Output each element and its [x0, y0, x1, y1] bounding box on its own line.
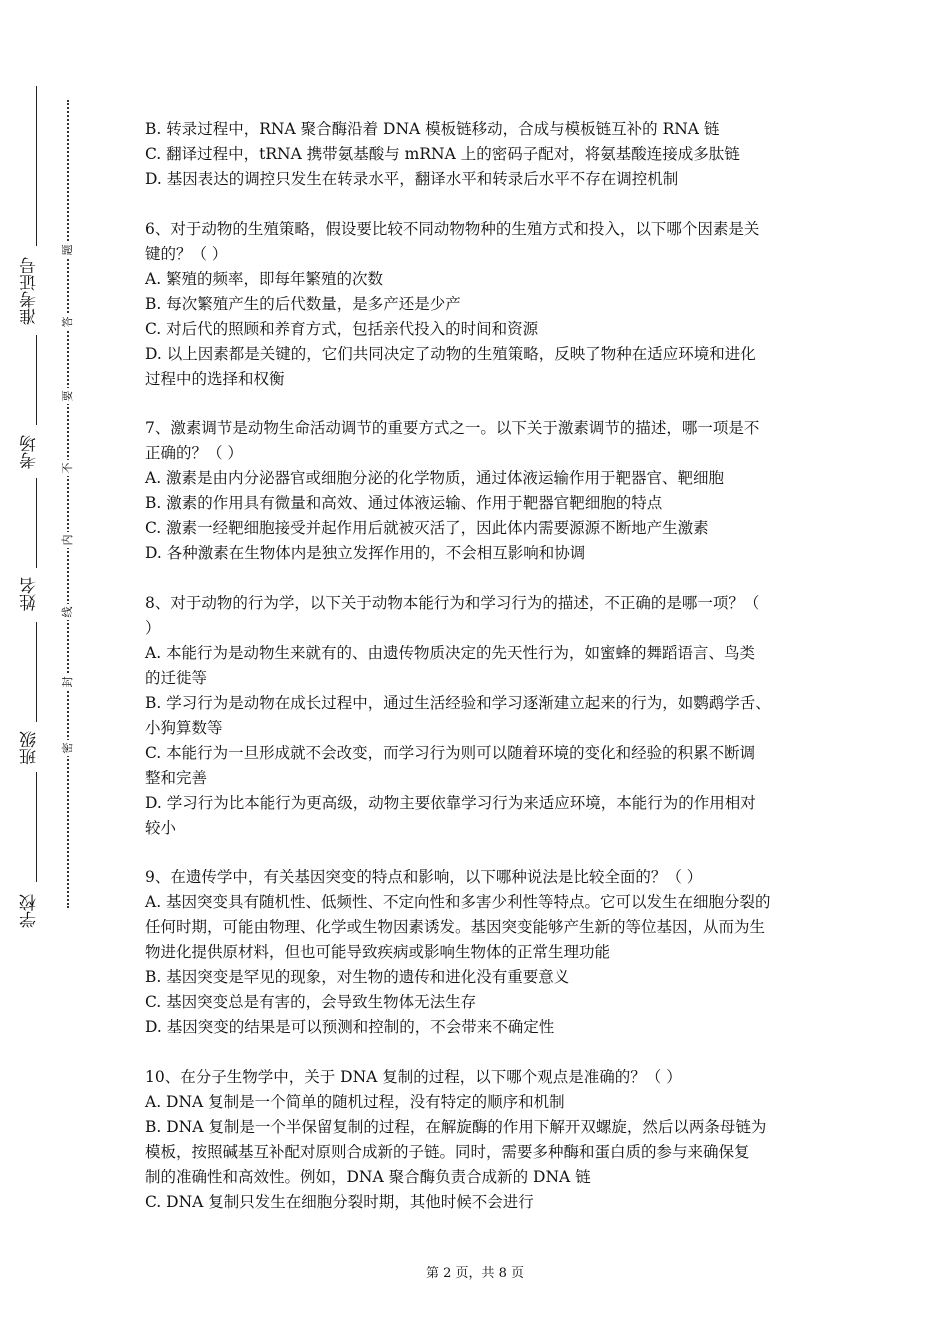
seal-char: 题 — [62, 242, 74, 258]
seal-char: 要 — [62, 388, 74, 404]
name-rule — [36, 478, 37, 568]
question-line: 9、在遗传学中，有关基因突变的特点和影响，以下哪种说法是比较全面的？（ ） — [145, 868, 703, 886]
question-line: D. 学习行为比本能行为更高级，动物主要依靠学习行为来适应环境，本能行为的作用相对 — [145, 793, 756, 812]
question-line: C. 翻译过程中，tRNA 携带氨基酸与 mRNA 上的密码子配对，将氨基酸连接成多肽链 — [145, 145, 740, 163]
question-list — [145, 117, 817, 1239]
question-line: 物进化提供原材料，但也可能导致疾病或影响生物体的正常生理功能 — [145, 943, 611, 961]
question-line: C. 基因突变总是有害的，会导致生物体无法生存 — [145, 993, 477, 1011]
question-line: B. 每次繁殖产生的后代数量，是多产还是少产 — [145, 294, 461, 313]
question-line: 较小 — [145, 818, 177, 837]
question-line: A. 繁殖的频率，即每年繁殖的次数 — [145, 269, 384, 288]
seal-dotted-line — [67, 100, 69, 908]
page-footer: 第 2 页，共 8 页 — [425, 1266, 525, 1281]
question-line: C. 本能行为一旦形成就不会改变，而学习行为则可以随着环境的变化和经验的积累不断调 — [145, 743, 756, 762]
question-line: 的迁徙等 — [145, 668, 208, 687]
seal-char: 答 — [62, 314, 74, 330]
class-label: 班级 — [20, 731, 40, 765]
question-line: 任何时期，可能由物理、化学或生物因素诱发。基因突变能够产生新的等位基因，从而为生 — [145, 918, 766, 936]
name-label: 姓名 — [20, 577, 40, 611]
exam-room-label: 考场 — [20, 435, 40, 469]
ticket-number-rule — [36, 86, 37, 246]
question-line: C. DNA 复制只发生在细胞分裂时期，其他时候不会进行 — [145, 1192, 534, 1211]
question-6 — [145, 217, 817, 392]
question-line: 过程中的选择和权衡 — [145, 369, 285, 388]
question-line: D. 基因表达的调控只发生在转录水平，翻译水平和转录后水平不存在调控机制 — [145, 170, 679, 188]
question-8 — [145, 591, 817, 841]
question-9 — [145, 865, 817, 1040]
class-rule — [36, 622, 37, 722]
exam-room-rule — [36, 335, 37, 425]
ticket-number-label: 准考证号 — [20, 257, 40, 325]
question-line: B. 激素的作用具有微量和高效、通过体液运输、作用于靶器官靶细胞的特点 — [145, 494, 663, 512]
question-line: A. 本能行为是动物生来就有的、由遗传物质决定的先天性行为，如蜜蜂的舞蹈语言、鸟类 — [145, 643, 756, 662]
question-line: C. 对后代的照顾和养育方式，包括亲代投入的时间和资源 — [145, 319, 539, 338]
seal-char: 密 — [62, 740, 74, 756]
seal-char: 封 — [62, 674, 74, 690]
question-line: 8、对于动物的行为学，以下关于动物本能行为和学习行为的描述，不正确的是哪一项？（ — [145, 593, 760, 612]
question-line: 制的准确性和高效性。例如，DNA 聚合酶负责合成新的 DNA 链 — [145, 1167, 591, 1186]
question-10 — [145, 1065, 817, 1215]
question-line: D. 以上因素都是关键的，它们共同决定了动物的生殖策略，反映了物种在适应环境和进化 — [145, 344, 756, 363]
seal-char: 线 — [62, 604, 74, 620]
seal-char: 不 — [62, 460, 74, 476]
question-line: B. DNA 复制是一个半保留复制的过程，在解旋酶的作用下解开双螺旋，然后以两条母链为 — [145, 1117, 767, 1136]
question-5-options — [145, 117, 817, 192]
question-line: 模板，按照碱基互补配对原则合成新的子链。同时，需要多种酶和蛋白质的参与来确保复 — [145, 1142, 750, 1161]
question-line: 7、激素调节是动物生命活动调节的重要方式之一。以下关于激素调节的描述，哪一项是不 — [145, 419, 760, 437]
question-line: ） — [145, 618, 161, 637]
question-line: B. 转录过程中，RNA 聚合酶沿着 DNA 模板链移动，合成与模板链互补的 RNA 链 — [145, 120, 720, 138]
question-line: D. 基因突变的结果是可以预测和控制的，不会带来不确定性 — [145, 1018, 555, 1036]
school-label: 学校 — [20, 894, 40, 928]
question-line: 小狗算数等 — [145, 718, 223, 737]
question-line: 整和完善 — [145, 768, 208, 787]
question-line: 10、在分子生物学中，关于 DNA 复制的过程，以下哪个观点是准确的？（ ） — [145, 1067, 682, 1086]
question-line: A. 激素是由内分泌器官或细胞分泌的化学物质，通过体液运输作用于靶器官、靶细胞 — [145, 469, 725, 487]
question-line: B. 学习行为是动物在成长过程中，通过生活经验和学习逐渐建立起来的行为，如鹦鹉学舌、 — [145, 693, 771, 712]
question-line: A. DNA 复制是一个简单的随机过程，没有特定的顺序和机制 — [145, 1092, 565, 1111]
question-7 — [145, 416, 817, 566]
question-line: 6、对于动物的生殖策略，假设要比较不同动物物种的生殖方式和投入，以下哪个因素是关 — [145, 219, 760, 238]
question-line: B. 基因突变是罕见的现象，对生物的遗传和进化没有重要意义 — [145, 968, 570, 986]
school-rule — [36, 772, 37, 882]
question-line: A. 基因突变具有随机性、低频性、不定向性和多害少利性等特点。它可以发生在细胞分裂的 — [145, 893, 771, 911]
question-line: C. 激素一经靶细胞接受并起作用后就被灭活了，因此体内需要源源不断地产生激素 — [145, 519, 709, 537]
question-line: 正确的？（ ） — [145, 444, 243, 462]
question-line: 键的？（ ） — [145, 244, 228, 263]
question-line: D. 各种激素在生物体内是独立发挥作用的，不会相互影响和协调 — [145, 544, 586, 562]
seal-char: 内 — [62, 532, 74, 548]
